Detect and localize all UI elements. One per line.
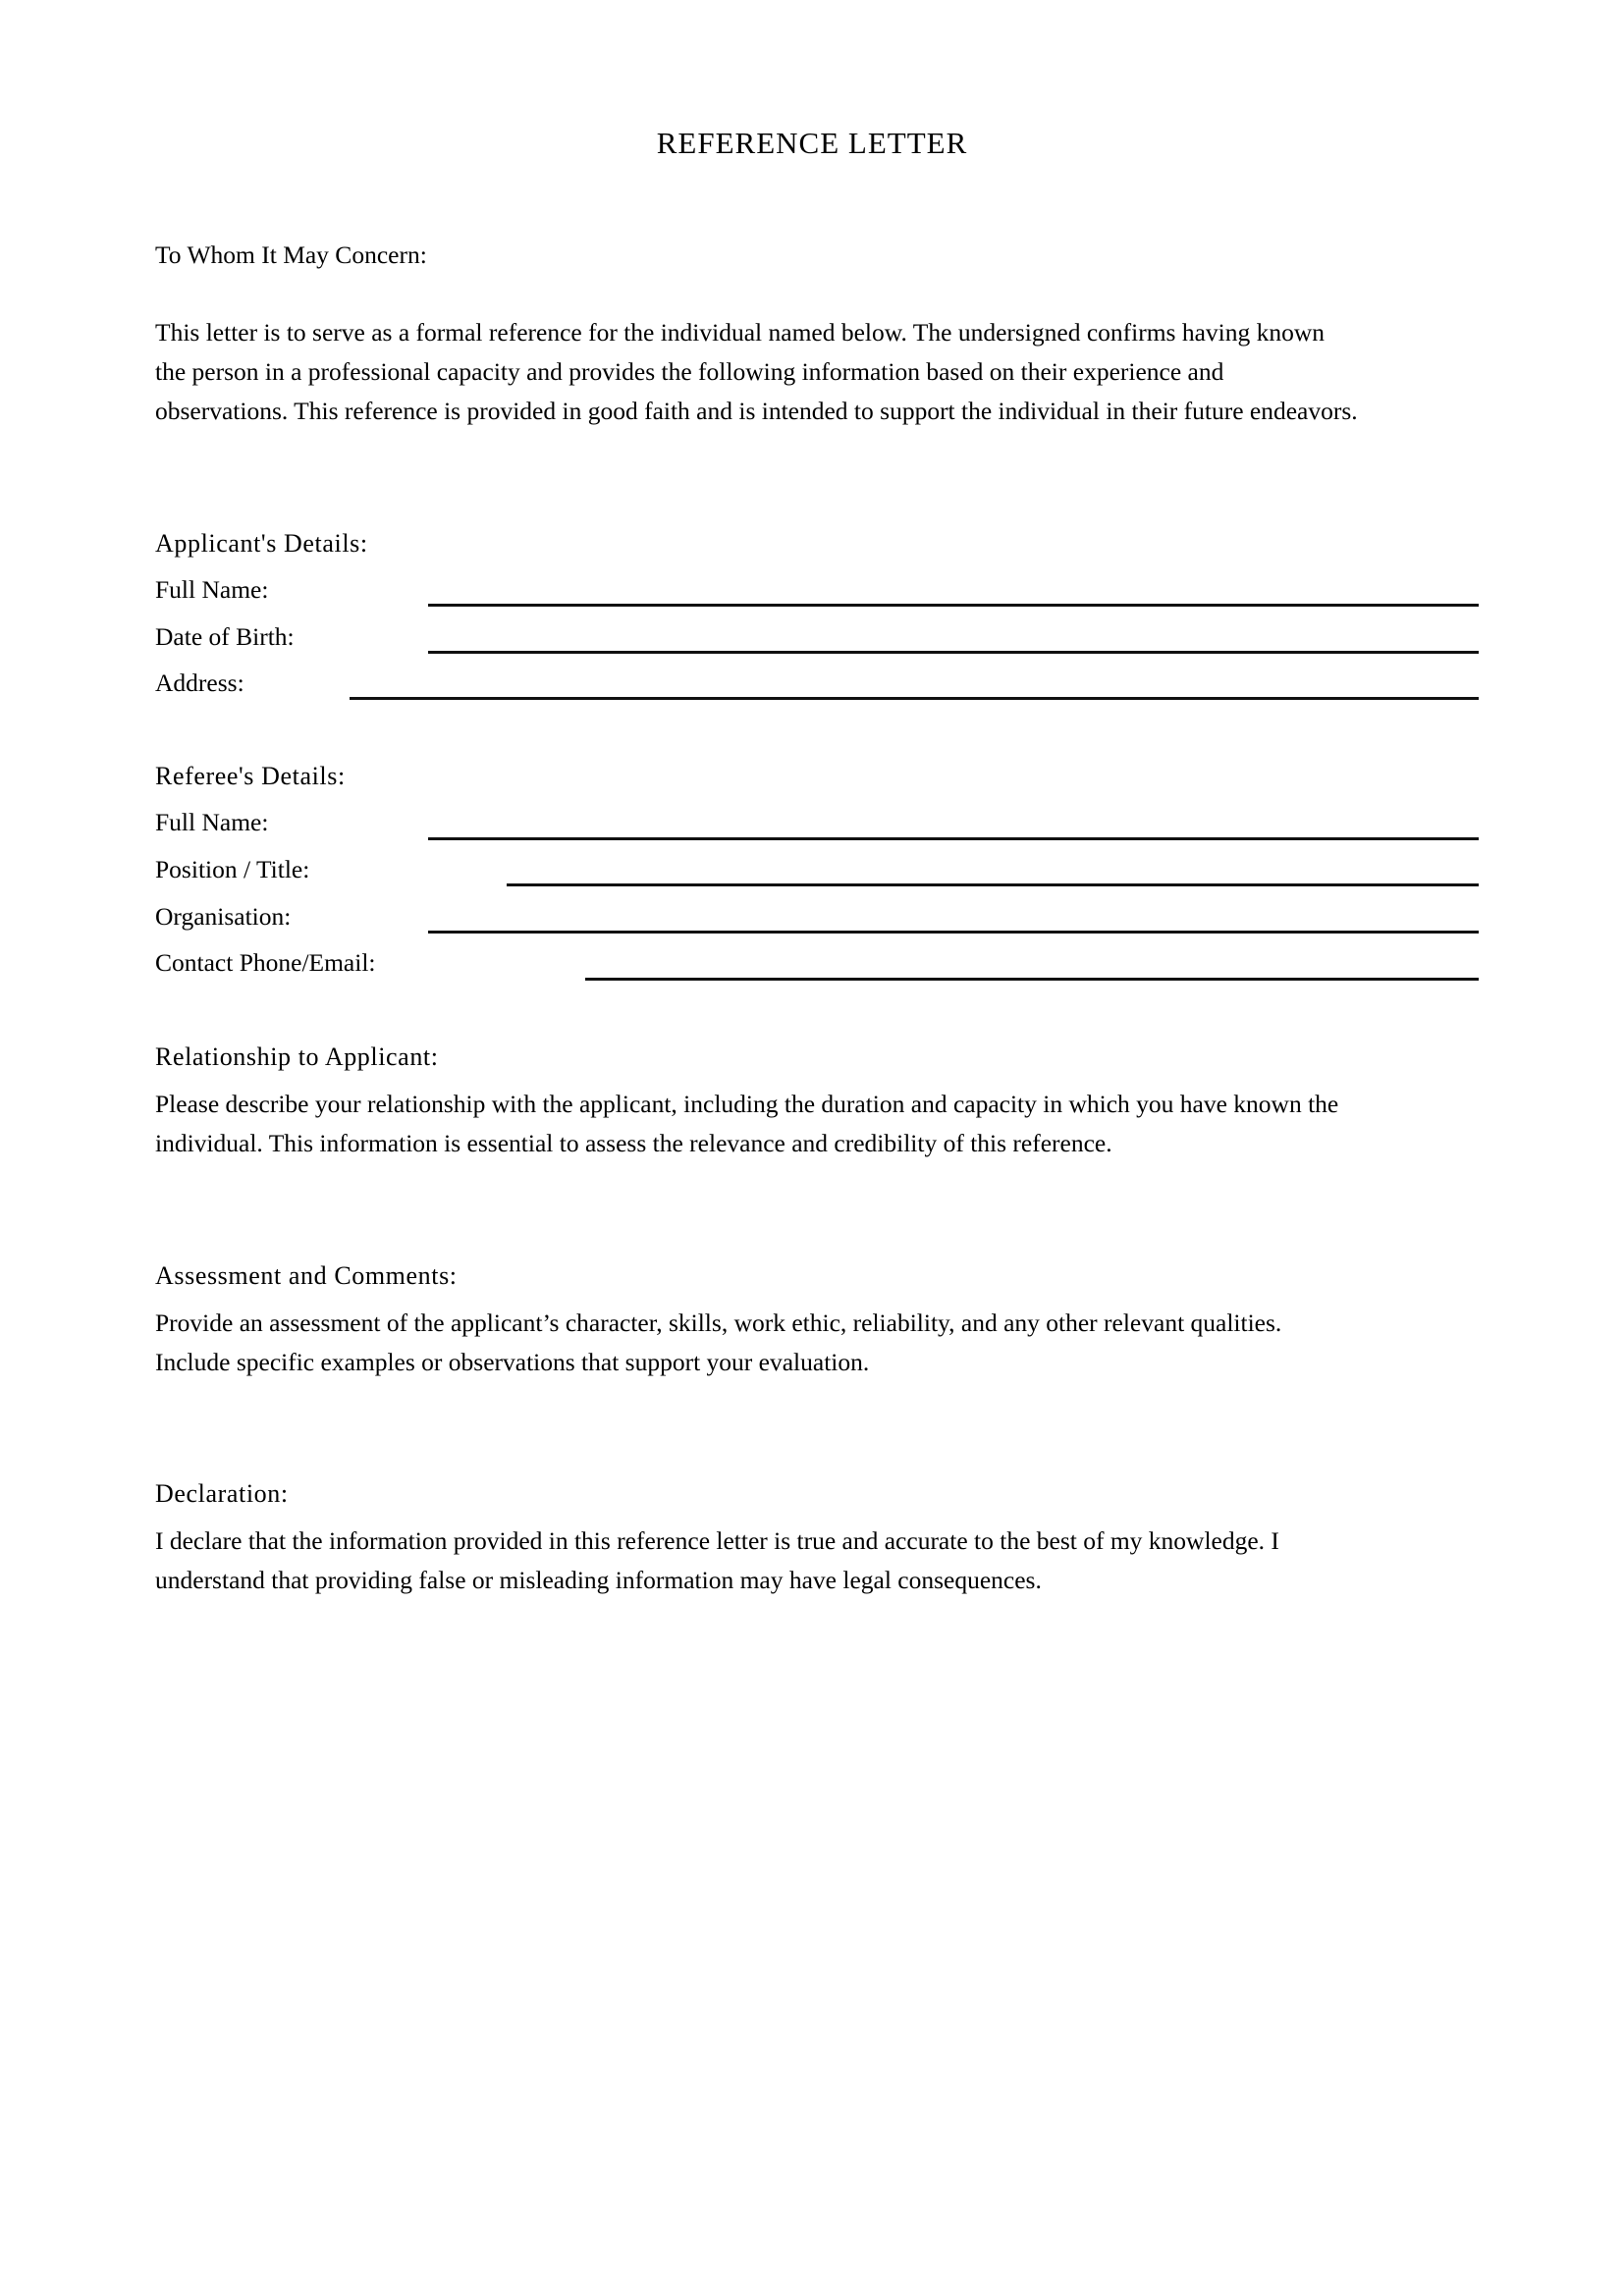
applicant-full-name-label: Full Name:: [155, 575, 269, 604]
applicant-details-heading: Applicant's Details:: [155, 529, 368, 558]
salutation: To Whom It May Concern:: [155, 240, 427, 269]
referee-contact-label: Contact Phone/Email:: [155, 948, 376, 977]
intro-line: the person in a professional capacity and provides the following information based on their experience and: [155, 357, 1224, 386]
document-title: REFERENCE LETTER: [656, 126, 968, 160]
applicant-dob-field[interactable]: [428, 651, 1479, 654]
assessment-paragraph: [155, 1304, 1490, 1382]
intro-paragraph: [155, 313, 1490, 431]
relationship-heading: Relationship to Applicant:: [155, 1042, 439, 1071]
applicant-address-label: Address:: [155, 668, 244, 697]
referee-organisation-label: Organisation:: [155, 902, 292, 931]
applicant-address-field[interactable]: [350, 697, 1479, 700]
applicant-dob-label: Date of Birth:: [155, 622, 295, 651]
referee-full-name-field[interactable]: [428, 837, 1479, 840]
referee-full-name-label: Full Name:: [155, 808, 269, 836]
relationship-line: Please describe your relationship with the applicant, including the duration and capacity in which you have known the: [155, 1090, 1339, 1118]
declaration-line: understand that providing false or misleading information may have legal consequences.: [155, 1566, 1042, 1594]
declaration-paragraph: [155, 1522, 1490, 1600]
referee-position-label: Position / Title:: [155, 855, 310, 883]
declaration-line: I declare that the information provided in this reference letter is true and accurate to the best of my knowledge. I: [155, 1526, 1279, 1555]
assessment-line: Provide an assessment of the applicant’s character, skills, work ethic, reliability, and any other relevant qualities.: [155, 1308, 1282, 1337]
assessment-line: Include specific examples or observations that support your evaluation.: [155, 1348, 870, 1376]
referee-contact-field[interactable]: [585, 978, 1479, 981]
intro-line: observations. This reference is provided in good faith and is intended to support the individual in their future endeavors.: [155, 397, 1358, 425]
assessment-heading: Assessment and Comments:: [155, 1261, 458, 1290]
relationship-line: individual. This information is essential to assess the relevance and credibility of this reference.: [155, 1129, 1112, 1157]
relationship-paragraph: [155, 1085, 1490, 1163]
referee-details-heading: Referee's Details:: [155, 762, 346, 790]
referee-position-field[interactable]: [507, 883, 1479, 886]
referee-organisation-field[interactable]: [428, 931, 1479, 934]
declaration-heading: Declaration:: [155, 1479, 289, 1508]
applicant-full-name-field[interactable]: [428, 604, 1479, 607]
intro-line: This letter is to serve as a formal reference for the individual named below. The undersigned confirms having known: [155, 318, 1326, 347]
